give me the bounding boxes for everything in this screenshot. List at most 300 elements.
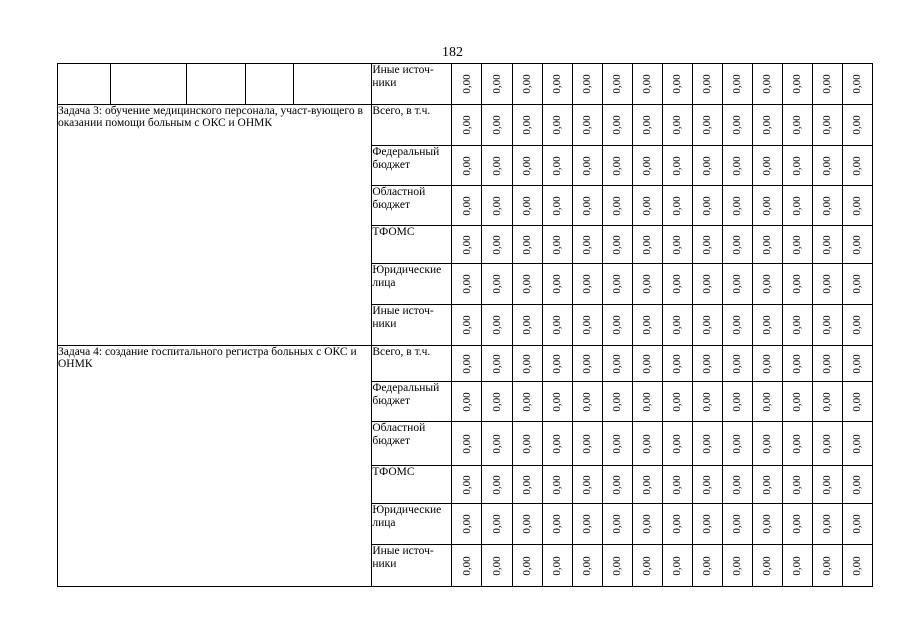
value-cell: [662, 422, 692, 466]
value-text: 0,00: [611, 353, 624, 374]
value-text: 0,00: [821, 195, 834, 216]
value-cell: [512, 382, 542, 422]
value-cell: [842, 382, 872, 422]
value-text: 0,00: [761, 155, 774, 176]
task-cell: Задача 4: создание госпитального регистра больных с ОКС и ОНМК: [58, 346, 372, 587]
value-text: 0,00: [581, 74, 594, 94]
value-text: 0,00: [551, 115, 564, 135]
value-cell: [722, 545, 752, 587]
value-text: 0,00: [821, 315, 834, 335]
value-text: 0,00: [611, 433, 624, 454]
value-cell: [602, 346, 632, 382]
table-row: [58, 105, 873, 146]
value-text: 0,00: [460, 155, 473, 176]
funding-source-cell: Иные источ-ники: [372, 64, 452, 105]
value-text: 0,00: [641, 155, 654, 176]
value-cell: [542, 186, 572, 226]
value-cell: [722, 422, 752, 466]
value-cell: [572, 186, 602, 226]
value-cell: [722, 346, 752, 382]
value-cell: [842, 146, 872, 186]
value-text: 0,00: [641, 391, 654, 412]
value-cell: [572, 346, 602, 382]
value-cell: [602, 226, 632, 264]
value-cell: [782, 186, 812, 226]
value-text: 0,00: [821, 555, 834, 576]
empty-cell: [246, 64, 294, 105]
value-text: 0,00: [701, 353, 714, 374]
value-cell: [812, 346, 842, 382]
value-cell: [542, 305, 572, 346]
value-text: 0,00: [490, 433, 503, 454]
value-cell: [692, 186, 722, 226]
value-cell: [782, 382, 812, 422]
value-cell: [572, 422, 602, 466]
value-cell: [722, 466, 752, 504]
value-cell: [482, 305, 512, 346]
value-text: 0,00: [791, 514, 804, 534]
value-text: 0,00: [731, 274, 744, 294]
value-text: 0,00: [701, 115, 714, 135]
value-text: 0,00: [821, 155, 834, 176]
value-text: 0,00: [460, 514, 473, 534]
value-cell: [632, 545, 662, 587]
value-text: 0,00: [521, 391, 534, 412]
value-text: 0,00: [551, 315, 564, 335]
funding-source-cell: Федеральный бюджет: [372, 382, 452, 422]
value-text: 0,00: [460, 474, 473, 495]
value-cell: [512, 305, 542, 346]
value-cell: [782, 422, 812, 466]
value-cell: [452, 545, 482, 587]
value-text: 0,00: [761, 274, 774, 294]
financing-table: [57, 63, 873, 587]
value-text: 0,00: [761, 315, 774, 335]
value-cell: [482, 146, 512, 186]
value-text: 0,00: [551, 74, 564, 94]
value-cell: [542, 422, 572, 466]
value-text: 0,00: [490, 474, 503, 495]
value-text: 0,00: [581, 315, 594, 335]
value-cell: [752, 504, 782, 545]
value-text: 0,00: [521, 353, 534, 374]
value-text: 0,00: [490, 234, 503, 255]
value-cell: [542, 146, 572, 186]
value-cell: [632, 346, 662, 382]
value-cell: [842, 105, 872, 146]
value-cell: [572, 226, 602, 264]
value-cell: [512, 146, 542, 186]
value-text: 0,00: [791, 433, 804, 454]
value-cell: [572, 545, 602, 587]
value-cell: [842, 504, 872, 545]
value-text: 0,00: [611, 195, 624, 216]
value-cell: [452, 346, 482, 382]
value-text: 0,00: [671, 391, 684, 412]
value-cell: [692, 545, 722, 587]
value-text: 0,00: [701, 195, 714, 216]
value-text: 0,00: [521, 433, 534, 454]
value-text: 0,00: [761, 391, 774, 412]
value-cell: [512, 264, 542, 305]
value-text: 0,00: [521, 555, 534, 576]
value-cell: [542, 64, 572, 105]
funding-source-cell: Всего, в т.ч.: [372, 105, 452, 146]
value-text: 0,00: [791, 315, 804, 335]
value-cell: [542, 264, 572, 305]
value-cell: [602, 504, 632, 545]
value-cell: [692, 264, 722, 305]
value-cell: [722, 146, 752, 186]
value-text: 0,00: [581, 274, 594, 294]
value-cell: [692, 504, 722, 545]
value-text: 0,00: [731, 433, 744, 454]
value-text: 0,00: [701, 155, 714, 176]
value-text: 0,00: [701, 74, 714, 94]
value-text: 0,00: [671, 514, 684, 534]
funding-source-cell: Иные источ-ники: [372, 305, 452, 346]
value-text: 0,00: [821, 353, 834, 374]
value-cell: [782, 264, 812, 305]
funding-source-cell: Всего, в т.ч.: [372, 346, 452, 382]
value-cell: [842, 466, 872, 504]
value-cell: [842, 346, 872, 382]
value-cell: [812, 186, 842, 226]
value-text: 0,00: [521, 274, 534, 294]
value-cell: [482, 64, 512, 105]
value-cell: [842, 545, 872, 587]
value-cell: [632, 422, 662, 466]
value-text: 0,00: [821, 514, 834, 534]
value-text: 0,00: [551, 433, 564, 454]
value-cell: [602, 186, 632, 226]
value-text: 0,00: [490, 155, 503, 176]
value-text: 0,00: [851, 391, 864, 412]
value-text: 0,00: [521, 115, 534, 135]
value-text: 0,00: [641, 195, 654, 216]
value-text: 0,00: [731, 115, 744, 135]
value-cell: [662, 346, 692, 382]
value-cell: [512, 466, 542, 504]
value-text: 0,00: [731, 234, 744, 255]
value-cell: [452, 264, 482, 305]
value-text: 0,00: [641, 514, 654, 534]
value-text: 0,00: [701, 474, 714, 495]
value-text: 0,00: [521, 315, 534, 335]
value-cell: [452, 186, 482, 226]
value-cell: [602, 305, 632, 346]
value-cell: [722, 305, 752, 346]
value-cell: [572, 105, 602, 146]
value-cell: [452, 466, 482, 504]
value-text: 0,00: [701, 274, 714, 294]
value-cell: [542, 382, 572, 422]
value-cell: [752, 422, 782, 466]
value-text: 0,00: [791, 155, 804, 176]
value-text: 0,00: [791, 353, 804, 374]
value-cell: [572, 466, 602, 504]
value-cell: [572, 305, 602, 346]
value-cell: [512, 226, 542, 264]
value-cell: [782, 545, 812, 587]
value-cell: [602, 466, 632, 504]
value-cell: [812, 64, 842, 105]
value-cell: [542, 545, 572, 587]
value-text: 0,00: [701, 391, 714, 412]
value-text: 0,00: [701, 433, 714, 454]
value-cell: [542, 105, 572, 146]
funding-source-cell: ТФОМС: [372, 226, 452, 264]
value-text: 0,00: [490, 391, 503, 412]
value-cell: [632, 64, 662, 105]
value-cell: [632, 105, 662, 146]
value-text: 0,00: [671, 155, 684, 176]
value-text: 0,00: [701, 514, 714, 534]
value-text: 0,00: [761, 74, 774, 94]
value-cell: [542, 504, 572, 545]
value-text: 0,00: [821, 274, 834, 294]
value-text: 0,00: [641, 353, 654, 374]
empty-cell: [187, 64, 246, 105]
value-cell: [812, 226, 842, 264]
value-text: 0,00: [671, 353, 684, 374]
value-cell: [722, 186, 752, 226]
value-cell: [632, 264, 662, 305]
value-text: 0,00: [851, 274, 864, 294]
value-text: 0,00: [551, 234, 564, 255]
value-cell: [482, 545, 512, 587]
value-text: 0,00: [851, 74, 864, 94]
value-cell: [632, 305, 662, 346]
value-cell: [662, 382, 692, 422]
value-text: 0,00: [731, 353, 744, 374]
value-text: 0,00: [851, 353, 864, 374]
value-cell: [482, 226, 512, 264]
empty-cell: [111, 64, 187, 105]
value-cell: [512, 186, 542, 226]
value-text: 0,00: [521, 74, 534, 94]
value-text: 0,00: [821, 433, 834, 454]
value-cell: [512, 346, 542, 382]
value-text: 0,00: [761, 195, 774, 216]
value-text: 0,00: [581, 474, 594, 495]
value-text: 0,00: [671, 115, 684, 135]
value-text: 0,00: [791, 195, 804, 216]
value-text: 0,00: [581, 514, 594, 534]
value-text: 0,00: [611, 274, 624, 294]
value-cell: [812, 466, 842, 504]
value-cell: [452, 226, 482, 264]
value-text: 0,00: [460, 353, 473, 374]
value-cell: [842, 305, 872, 346]
value-text: 0,00: [761, 514, 774, 534]
value-cell: [782, 305, 812, 346]
value-text: 0,00: [551, 274, 564, 294]
value-cell: [482, 466, 512, 504]
value-cell: [752, 305, 782, 346]
value-cell: [722, 226, 752, 264]
value-text: 0,00: [460, 115, 473, 135]
value-cell: [842, 186, 872, 226]
value-cell: [752, 545, 782, 587]
funding-source-cell: Областной бюджет: [372, 422, 452, 466]
value-cell: [782, 466, 812, 504]
funding-source-cell: Юридические лица: [372, 264, 452, 305]
value-text: 0,00: [821, 474, 834, 495]
value-text: 0,00: [460, 74, 473, 94]
value-text: 0,00: [551, 391, 564, 412]
value-text: 0,00: [701, 555, 714, 576]
value-cell: [602, 64, 632, 105]
value-text: 0,00: [521, 474, 534, 495]
value-cell: [812, 305, 842, 346]
value-cell: [722, 64, 752, 105]
value-cell: [662, 466, 692, 504]
value-text: 0,00: [581, 195, 594, 216]
value-cell: [692, 346, 722, 382]
value-text: 0,00: [851, 474, 864, 495]
funding-source-cell: Иные источ-ники: [372, 545, 452, 587]
value-cell: [512, 422, 542, 466]
value-cell: [752, 382, 782, 422]
value-text: 0,00: [490, 555, 503, 576]
value-text: 0,00: [731, 474, 744, 495]
value-text: 0,00: [611, 514, 624, 534]
value-cell: [692, 146, 722, 186]
value-cell: [752, 186, 782, 226]
value-text: 0,00: [581, 115, 594, 135]
value-cell: [662, 226, 692, 264]
value-text: 0,00: [851, 555, 864, 576]
value-cell: [722, 504, 752, 545]
value-text: 0,00: [851, 433, 864, 454]
value-text: 0,00: [671, 433, 684, 454]
value-cell: [692, 422, 722, 466]
value-cell: [662, 105, 692, 146]
value-text: 0,00: [641, 433, 654, 454]
value-text: 0,00: [671, 555, 684, 576]
value-text: 0,00: [851, 514, 864, 534]
page-number: 182: [442, 45, 463, 60]
value-text: 0,00: [490, 353, 503, 374]
value-text: 0,00: [701, 315, 714, 335]
value-text: 0,00: [460, 315, 473, 335]
value-text: 0,00: [581, 353, 594, 374]
value-text: 0,00: [551, 195, 564, 216]
value-cell: [812, 264, 842, 305]
value-cell: [512, 504, 542, 545]
value-text: 0,00: [460, 555, 473, 576]
value-cell: [692, 226, 722, 264]
value-text: 0,00: [460, 195, 473, 216]
value-cell: [842, 226, 872, 264]
value-text: 0,00: [671, 234, 684, 255]
value-text: 0,00: [821, 391, 834, 412]
value-cell: [572, 146, 602, 186]
value-cell: [482, 422, 512, 466]
value-cell: [452, 64, 482, 105]
value-cell: [662, 264, 692, 305]
value-cell: [482, 105, 512, 146]
value-text: 0,00: [521, 234, 534, 255]
value-cell: [662, 186, 692, 226]
task-cell: Задача 3: обучение медицинского персонала, участ-вующего в оказании помощи больным с ОКС и ОНМК: [58, 105, 372, 346]
value-cell: [452, 146, 482, 186]
value-cell: [782, 226, 812, 264]
value-text: 0,00: [490, 195, 503, 216]
value-text: 0,00: [460, 391, 473, 412]
value-cell: [692, 105, 722, 146]
value-cell: [512, 64, 542, 105]
value-cell: [482, 264, 512, 305]
value-cell: [482, 504, 512, 545]
value-text: 0,00: [791, 274, 804, 294]
value-text: 0,00: [821, 74, 834, 94]
value-cell: [572, 504, 602, 545]
value-text: 0,00: [551, 514, 564, 534]
value-text: 0,00: [551, 474, 564, 495]
value-cell: [572, 64, 602, 105]
value-cell: [842, 422, 872, 466]
value-text: 0,00: [791, 115, 804, 135]
value-text: 0,00: [581, 234, 594, 255]
value-cell: [662, 305, 692, 346]
value-cell: [752, 466, 782, 504]
value-text: 0,00: [611, 315, 624, 335]
value-cell: [542, 466, 572, 504]
value-text: 0,00: [791, 234, 804, 255]
value-text: 0,00: [671, 274, 684, 294]
value-text: 0,00: [791, 391, 804, 412]
value-text: 0,00: [851, 195, 864, 216]
value-cell: [662, 146, 692, 186]
value-text: 0,00: [611, 555, 624, 576]
value-text: 0,00: [551, 555, 564, 576]
value-text: 0,00: [641, 115, 654, 135]
value-text: 0,00: [761, 474, 774, 495]
value-text: 0,00: [791, 74, 804, 94]
value-cell: [752, 64, 782, 105]
value-text: 0,00: [611, 155, 624, 176]
value-cell: [722, 382, 752, 422]
value-cell: [782, 504, 812, 545]
value-text: 0,00: [821, 115, 834, 135]
funding-source-cell: Областной бюджет: [372, 186, 452, 226]
value-text: 0,00: [761, 433, 774, 454]
value-text: 0,00: [821, 234, 834, 255]
table-row: [58, 346, 873, 382]
value-cell: [692, 64, 722, 105]
value-text: 0,00: [701, 234, 714, 255]
value-text: 0,00: [731, 514, 744, 534]
funding-source-cell: Юридические лица: [372, 504, 452, 545]
value-cell: [842, 264, 872, 305]
value-text: 0,00: [641, 555, 654, 576]
value-text: 0,00: [851, 115, 864, 135]
value-text: 0,00: [761, 234, 774, 255]
value-cell: [602, 264, 632, 305]
value-cell: [782, 64, 812, 105]
value-text: 0,00: [490, 74, 503, 94]
value-text: 0,00: [521, 514, 534, 534]
empty-cell: [58, 64, 111, 105]
value-cell: [602, 105, 632, 146]
value-cell: [572, 264, 602, 305]
value-text: 0,00: [731, 155, 744, 176]
value-text: 0,00: [521, 195, 534, 216]
value-text: 0,00: [731, 555, 744, 576]
value-text: 0,00: [611, 391, 624, 412]
